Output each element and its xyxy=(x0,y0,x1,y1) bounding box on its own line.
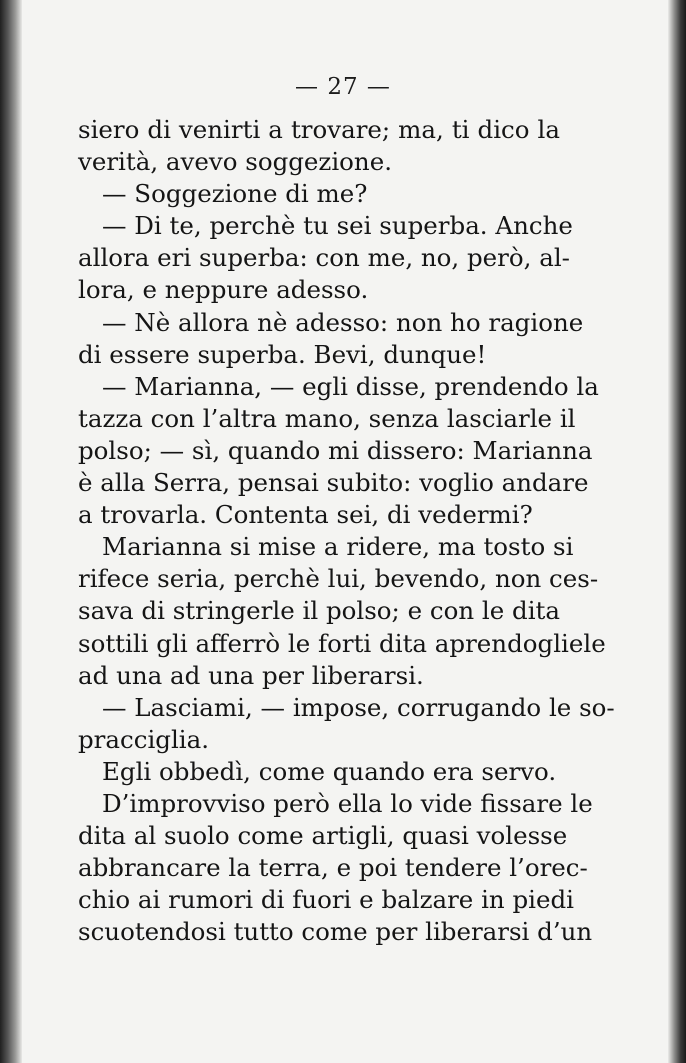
body-text xyxy=(78,114,615,948)
text-line: tazza con l’altra mano, senza lasciarle il xyxy=(78,403,576,433)
text-line: pracciglia. xyxy=(78,724,210,754)
text-line: sava di stringerle il polso; e con le dita xyxy=(78,596,560,626)
page-left-edge xyxy=(0,0,22,1063)
text-line: è alla Serra, pensai subito: voglio andare xyxy=(78,468,589,498)
text-line: — Marianna, — egli disse, prendendo la xyxy=(102,371,599,401)
text-line: verità, avevo soggezione. xyxy=(78,147,392,177)
text-line: — Lasciami, — impose, corrugando le so- xyxy=(102,692,615,722)
text-line: abbrancare la terra, e poi tendere l’orec- xyxy=(78,853,588,883)
page-right-edge xyxy=(668,0,686,1063)
text-line: chio ai rumori di fuori e balzare in piedi xyxy=(78,885,575,915)
text-line: — Di te, perchè tu sei superba. Anche xyxy=(102,211,573,241)
page-number: — 27 — xyxy=(295,74,391,100)
text-line: a trovarla. Contenta sei, di vedermi? xyxy=(78,500,533,530)
text-line: D’improvviso però ella lo vide fissare le xyxy=(102,788,593,818)
text-line: — Nè allora nè adesso: non ho ragione xyxy=(102,307,584,337)
text-line: Marianna si mise a ridere, ma tosto si xyxy=(102,532,574,562)
text-line: — Soggezione di me? xyxy=(102,179,368,209)
text-line: allora eri superba: con me, no, però, al- xyxy=(78,243,570,273)
text-line: dita al suolo come artigli, quasi volesse xyxy=(78,821,568,851)
text-line: lora, e neppure adesso. xyxy=(78,275,369,305)
text-line: di essere superba. Bevi, dunque! xyxy=(78,339,487,369)
text-line: Egli obbedì, come quando era servo. xyxy=(102,756,557,786)
text-line: polso; — sì, quando mi dissero: Marianna xyxy=(78,435,593,465)
text-line: ad una ad una per liberarsi. xyxy=(78,660,424,690)
text-line: sottili gli afferrò le forti dita aprendogliele xyxy=(78,628,606,658)
text-line: scuotendosi tutto come per liberarsi d’un xyxy=(78,917,593,947)
text-line: rifece seria, perchè lui, bevendo, non ces- xyxy=(78,564,599,594)
text-line: siero di venirti a trovare; ma, ti dico la xyxy=(78,115,560,144)
